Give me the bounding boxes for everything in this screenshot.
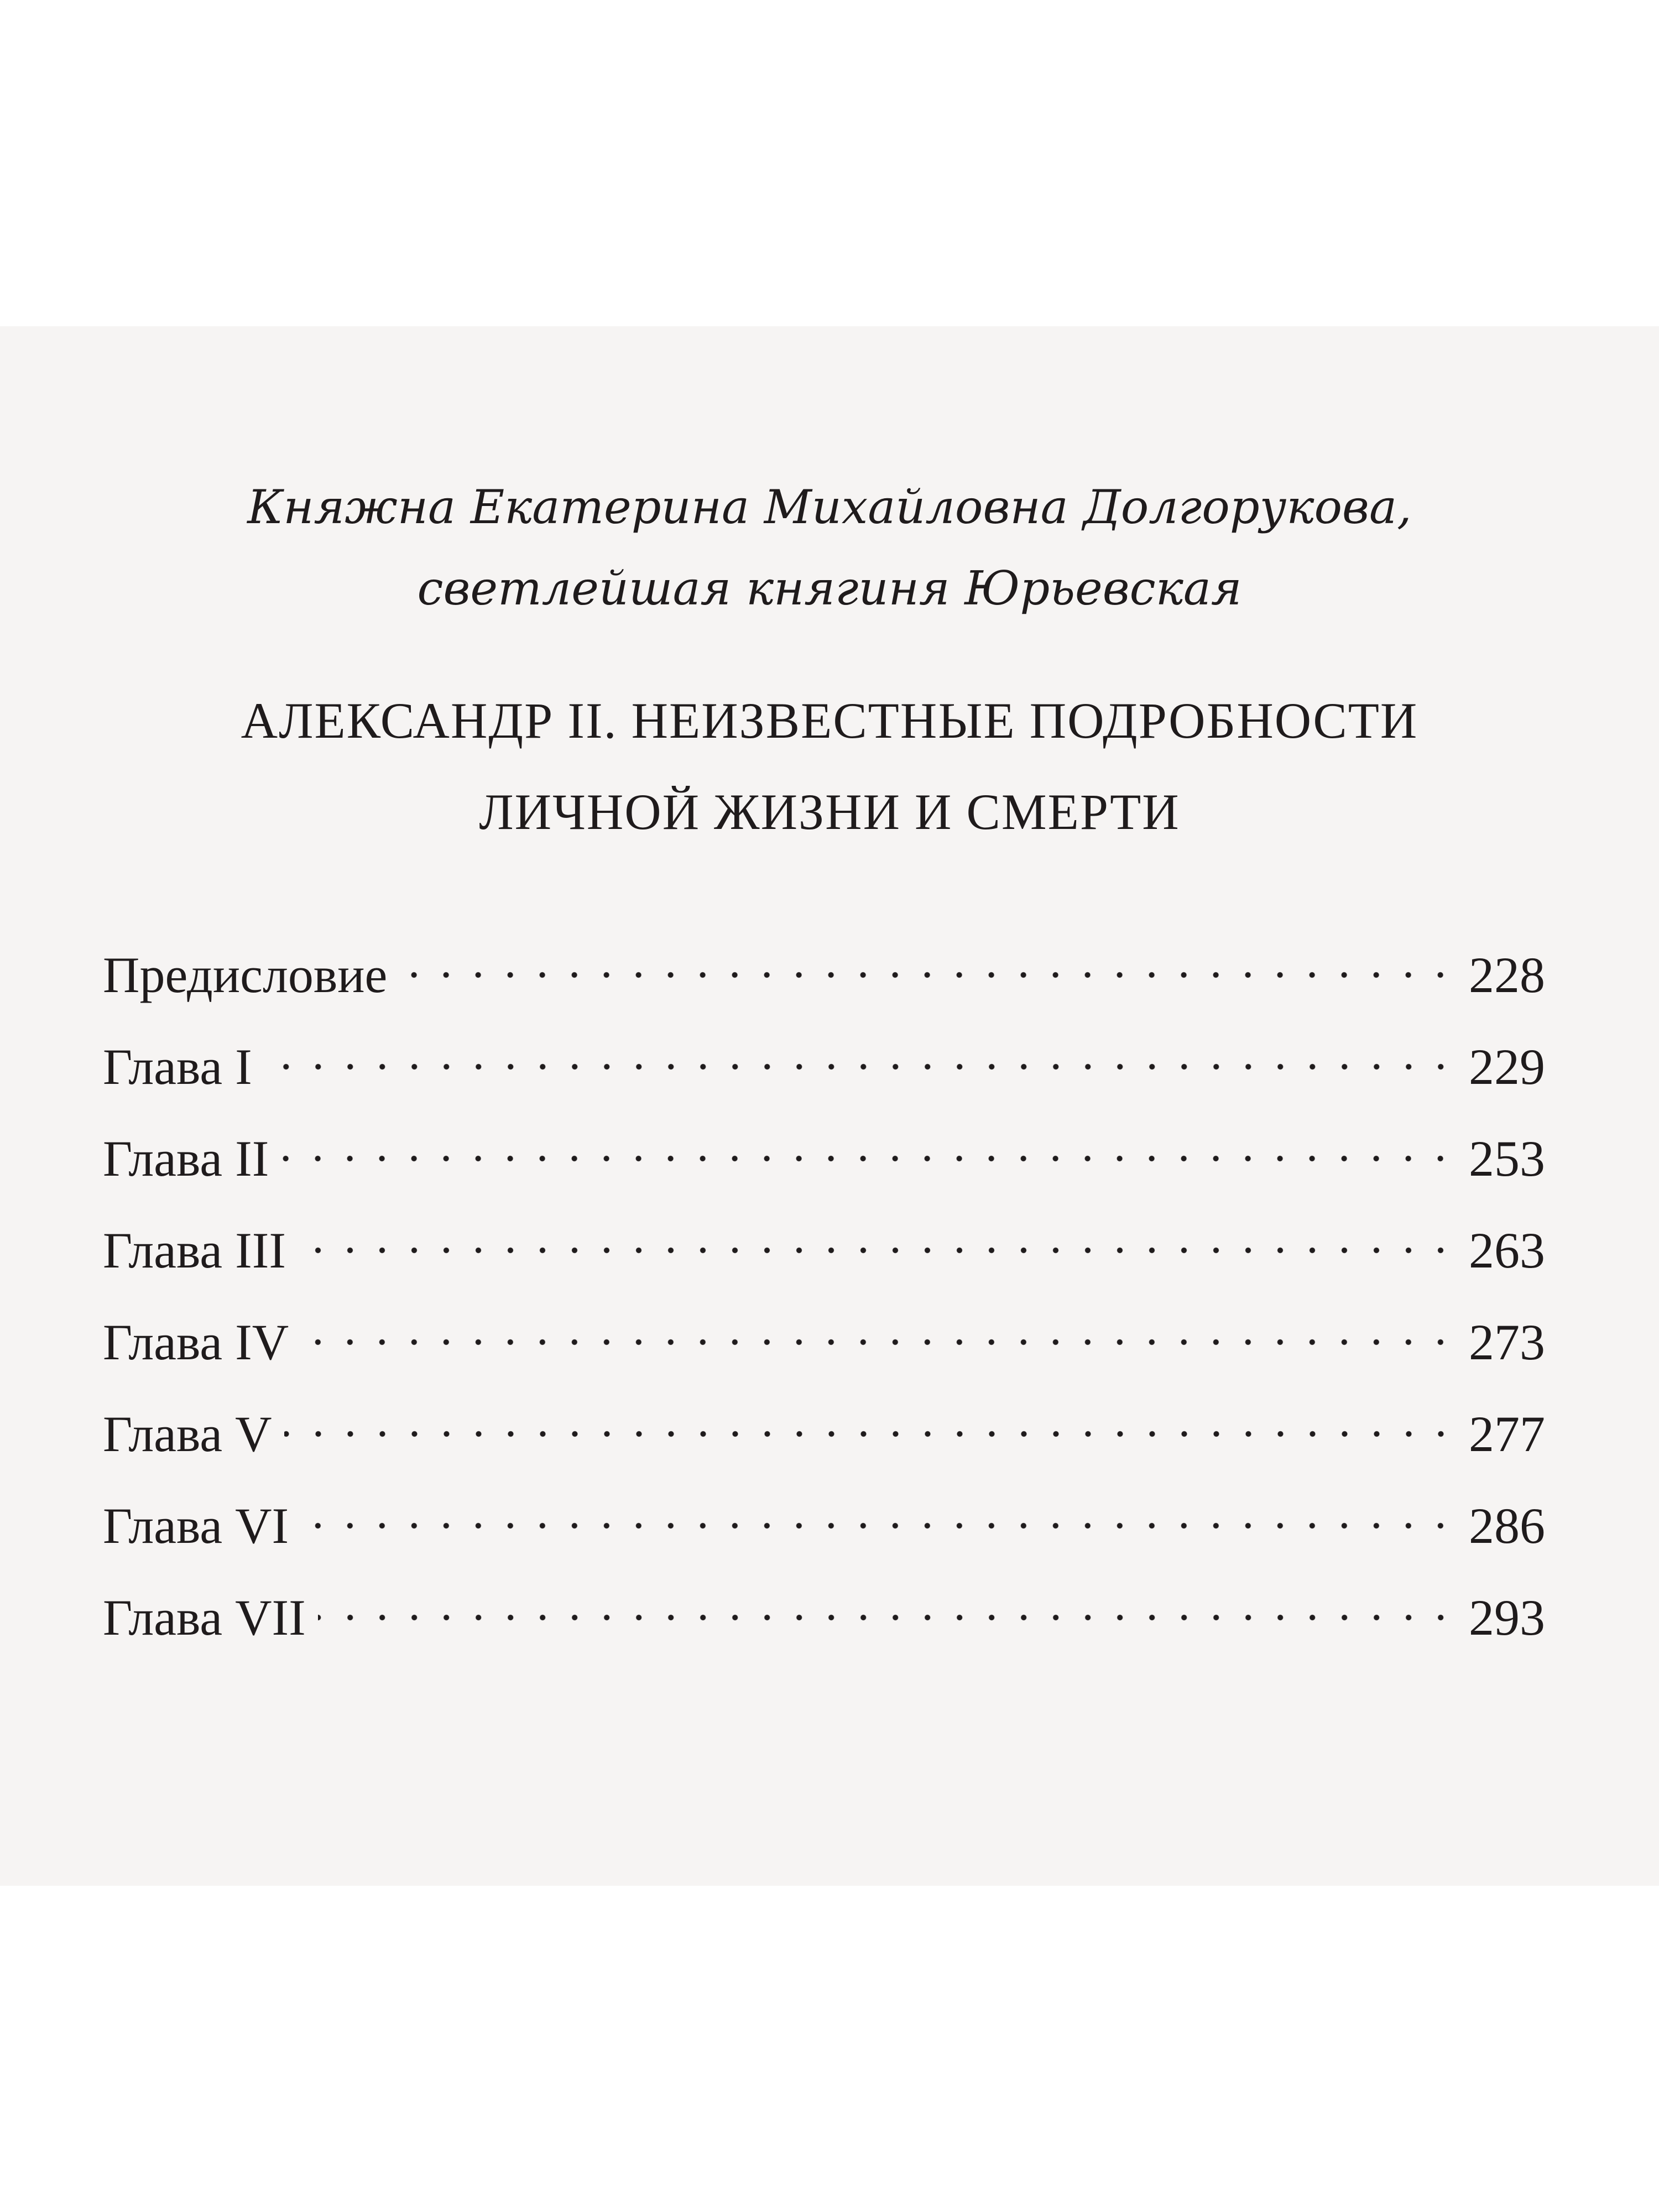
toc-row-chapter-5 [103,1388,1545,1480]
toc-label: Глава VII [103,1589,306,1646]
toc-row-chapter-6 [103,1480,1545,1572]
toc-label: Глава V [103,1406,272,1462]
toc-page-number: 253 [1469,1130,1545,1187]
toc-row-chapter-7 [103,1572,1545,1663]
toc-page-number: 228 [1469,947,1545,1003]
toc-leader-dots [399,950,1457,1000]
toc-page-number: 263 [1469,1222,1545,1279]
toc-leader-dots [281,1133,1457,1184]
toc-page-number: 229 [1469,1039,1545,1095]
toc-leader-dots [301,1500,1457,1551]
toc-label: Глава II [103,1130,269,1187]
toc-leader-dots [301,1317,1457,1368]
toc-row-preface [103,929,1545,1021]
toc-label: Глава IV [103,1314,289,1370]
toc-leader-dots [264,1041,1457,1092]
toc-page-number: 277 [1469,1406,1545,1462]
toc-row-chapter-4 [103,1296,1545,1388]
toc-leader-dots [318,1592,1457,1643]
toc-label: Глава I [103,1039,252,1095]
toc-page-number: 293 [1469,1589,1545,1646]
toc-row-chapter-2 [103,1113,1545,1204]
toc-label: Предисловие [103,947,388,1003]
section-title-line-1: АЛЕКСАНДР II. НЕИЗВЕСТНЫЕ ПОДРОБНОСТИ [241,692,1418,749]
table-of-contents [103,929,1545,1663]
toc-label: Глава III [103,1222,286,1279]
toc-page-number: 273 [1469,1314,1545,1370]
author-title: светлейшая княгиня Юрьевская [417,561,1242,615]
toc-label: Глава VI [103,1498,289,1554]
author-name: Княжна Екатерина Михайловна Долгорукова, [247,480,1412,534]
toc-row-chapter-3 [103,1204,1545,1296]
toc-row-chapter-1 [103,1021,1545,1113]
toc-leader-dots [284,1408,1457,1459]
book-page [0,326,1659,1886]
toc-leader-dots [298,1225,1457,1276]
section-title-line-2: ЛИЧНОЙ ЖИЗНИ И СМЕРТИ [479,784,1180,840]
toc-page-number: 286 [1469,1498,1545,1554]
